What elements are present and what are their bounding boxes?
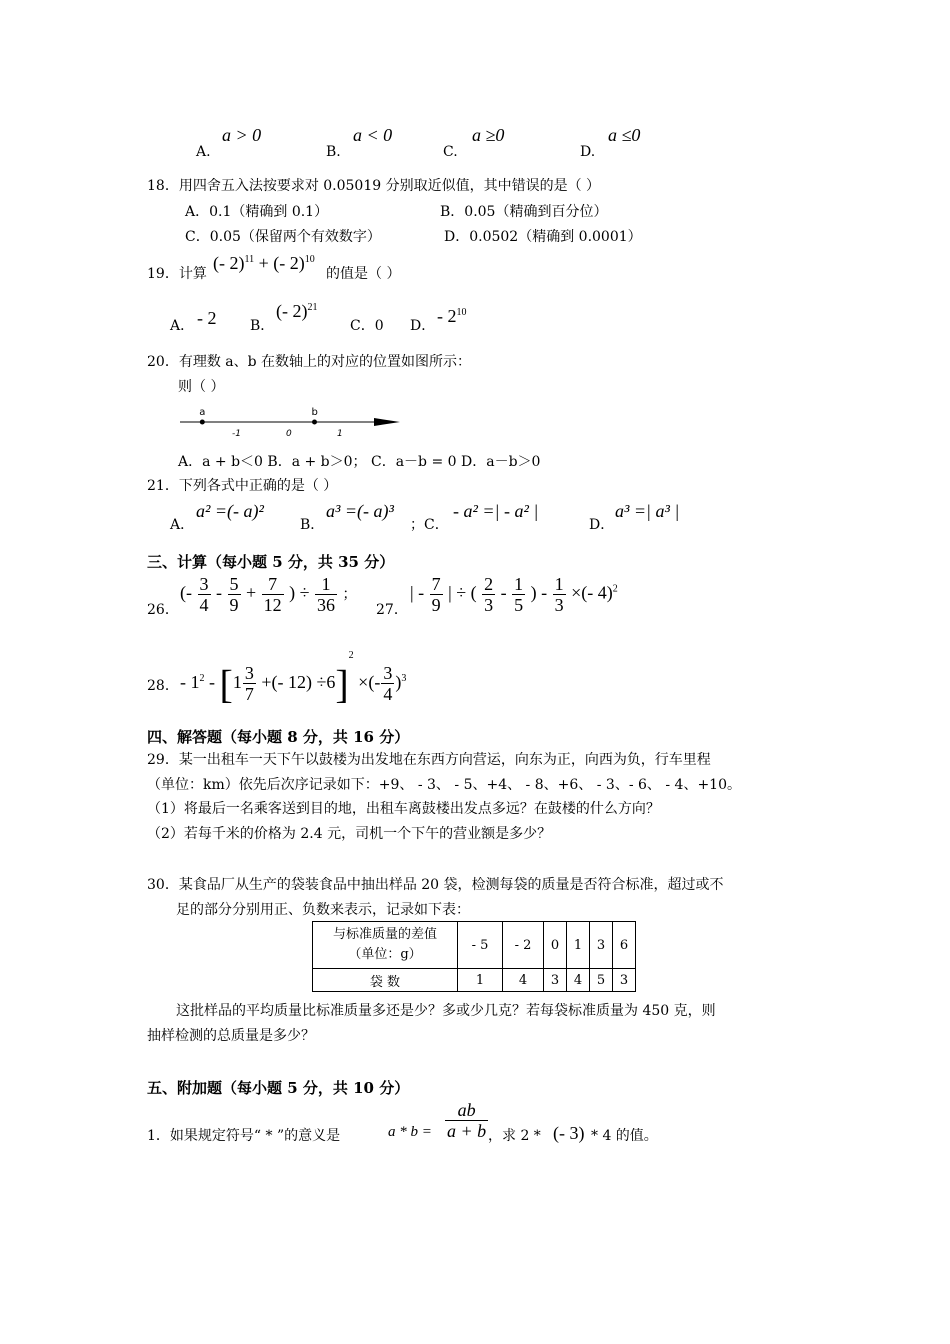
q17-option-a-label: A. <box>196 144 211 160</box>
point-a <box>200 420 205 425</box>
q19-option-a-label: A． <box>170 318 195 334</box>
q28-mid: +(- 12) ÷6 <box>261 672 336 692</box>
q26-frac-2-den: 9 <box>229 595 239 615</box>
q19-option-b-label: B． <box>250 318 275 334</box>
bonus-q1-neg: (- 3) <box>553 1123 585 1143</box>
q18-stem: 18．用四舍五入法按要求对 0.05019 分别取近似值，其中错误的是（ ） <box>147 178 601 194</box>
q21-stem: 21．下列各式中正确的是（ ） <box>147 478 338 494</box>
number-line <box>176 402 404 442</box>
q17-option-c-label: C. <box>443 144 458 160</box>
q28-whole: 1 <box>232 672 242 692</box>
q21-option-b-label: B． <box>300 517 325 533</box>
q27-frac-2-den: 3 <box>484 595 494 615</box>
q27-frac-1 <box>430 574 443 615</box>
tick-label-0: 0 <box>286 429 292 439</box>
q27-exp: 2 <box>612 583 618 595</box>
bonus-q1-denominator: a + b <box>447 1121 487 1141</box>
q17-option-d-label: D. <box>580 144 596 160</box>
q19-option-d-base: - 2 <box>437 306 457 326</box>
table-cell: 1 <box>458 969 503 992</box>
bonus-q1-tail: * 4 的值。 <box>591 1128 658 1144</box>
q21-option-d-label: D． <box>589 517 615 533</box>
q28-close: ) <box>395 672 402 692</box>
q18-option-c: C．0.05（保留两个有效数字） <box>185 229 381 245</box>
table-cell: 4 <box>567 969 590 992</box>
q21-option-b-math: a³ =(- a)³ <box>326 501 394 521</box>
tick-label-minus-1: -1 <box>232 429 241 439</box>
q20-stem: 20．有理数 a、b 在数轴上的对应的位置如图所示： <box>147 354 472 370</box>
q19-option-b-exp: 21 <box>307 302 318 313</box>
section-3-title: 三、计算（每小题 5 分，共 35 分） <box>147 553 395 571</box>
q26-close: ) <box>289 582 296 603</box>
q26-frac-3-num: 7 <box>262 574 284 595</box>
q27-times: ×(- 4) <box>571 582 613 603</box>
q28-frac-1-den: 7 <box>244 684 254 705</box>
q27-minus-2: - <box>541 582 548 603</box>
q19-expression <box>213 253 315 274</box>
table-cell: 3 <box>544 969 567 992</box>
q19-option-b-base: (- 2) <box>276 301 308 321</box>
bonus-q1-numerator: ab <box>445 1100 488 1121</box>
q26-num: 26． <box>147 602 179 618</box>
q21-option-d-math: a³ =| a³ | <box>615 501 680 521</box>
q27-frac-4-num: 1 <box>554 574 564 594</box>
q28-frac-2 <box>381 663 394 704</box>
q28-lead-exp: 2 <box>199 673 205 684</box>
q18-option-b: B．0.05（精确到百分位） <box>440 204 608 220</box>
q19-option-d-exp: 10 <box>456 307 467 318</box>
q26-frac-4-den: 36 <box>317 595 336 615</box>
q17-option-a-math: a > 0 <box>222 125 262 145</box>
q27-frac-4-den: 3 <box>554 595 564 615</box>
q17-option-b-label: B. <box>326 144 341 160</box>
table-cell: 1 <box>567 922 590 969</box>
q19-option-b-math <box>276 301 317 322</box>
table-cell: - 2 <box>503 922 544 969</box>
q19-num: 19．计算 <box>147 266 207 282</box>
q28-exp: 3 <box>401 673 407 684</box>
label-b: b <box>311 407 318 418</box>
table-label-cell: 袋 数 <box>313 969 458 992</box>
q26-frac-1 <box>198 574 211 615</box>
q27-frac-3-num: 1 <box>514 574 524 594</box>
q26-frac-4 <box>315 574 337 615</box>
q26-frac-3-den: 12 <box>263 595 282 615</box>
q19-option-a-math: - 2 <box>197 308 217 328</box>
q27-expression <box>410 574 618 615</box>
q27-frac-2 <box>482 574 495 615</box>
table-cell: - 5 <box>458 922 503 969</box>
table-header-line-2: （单位：g） <box>348 947 422 962</box>
q27-close: ) <box>530 582 537 603</box>
q26-end: ； <box>342 587 357 603</box>
q17-option-d-math: a ≤0 <box>608 125 641 145</box>
q26-frac-1-num: 3 <box>199 574 209 594</box>
q20-options: A．a + b＜0 B．a + b＞0； C．a－b = 0 D．a－b＞0 <box>178 454 541 470</box>
table-row <box>313 922 636 969</box>
section-5-title: 五、附加题（每小题 5 分，共 10 分） <box>147 1079 410 1097</box>
q26-expression <box>180 574 357 615</box>
table-cell: 5 <box>590 969 613 992</box>
q19-option-d-math <box>437 306 467 327</box>
q19-tail: 的值是（ ） <box>326 266 401 282</box>
q26-div: ÷ <box>299 582 310 603</box>
table-header-line-1: 与标准质量的差值 <box>332 927 437 942</box>
q26-frac-4-num: 1 <box>315 574 337 595</box>
table-header-cell <box>313 922 458 969</box>
q26-frac-3 <box>262 574 284 615</box>
q17-option-b-math: a < 0 <box>353 125 393 145</box>
q28-bracket-close: ] <box>335 661 349 707</box>
q28-frac-2-den: 4 <box>383 684 393 705</box>
q26-plus: + <box>246 582 257 603</box>
q19-base1: (- 2) <box>213 253 245 273</box>
table-cell: 4 <box>503 969 544 992</box>
table-cell: 3 <box>590 922 613 969</box>
number-line-arrow <box>374 418 400 426</box>
q19-option-c: C．0 <box>350 318 384 334</box>
q27-abs-close: | <box>448 582 452 603</box>
q27-div: ÷ <box>456 582 467 603</box>
q27-minus-1: - <box>500 582 507 603</box>
q30-line-3: 这批样品的平均质量比标准质量多还是少？多或少几克？若每袋标准质量为 450 克，则 <box>176 1003 716 1019</box>
q27-frac-4 <box>553 574 566 615</box>
q28-bracket-open: [ <box>219 661 233 707</box>
q20-then: 则（ ） <box>178 379 225 395</box>
q18-option-a: A．0.1（精确到 0.1） <box>185 204 329 220</box>
q30-line-2: 足的部分分别用正、负数来表示，记录如下表： <box>176 902 470 918</box>
q26-frac-1-den: 4 <box>199 595 209 615</box>
q28-num: 28． <box>147 678 179 694</box>
q27-abs-open: | - <box>410 582 425 603</box>
q29-sub-1: （1）将最后一名乘客送到目的地，出租车离鼓楼出发点多远？在鼓楼的什么方向？ <box>147 801 660 817</box>
bonus-q1-fraction <box>444 1100 489 1141</box>
bonus-q1-lead: 1．如果规定符号“ * ”的意义是 <box>147 1128 341 1144</box>
q29-line-2: （单位：km）依先后次序记录如下：+9、 - 3、 - 5、+4、 - 8、+6、 - 3、- 6、 - 4、+10。 <box>147 777 741 793</box>
q19-base2: (- 2) <box>273 253 305 273</box>
q19-exp2: 10 <box>304 254 315 265</box>
table-cell: 6 <box>613 922 636 969</box>
q26-open: (- <box>180 582 192 603</box>
q28-bracket-exp: 2 <box>348 650 354 661</box>
q27-frac-1-num: 7 <box>431 574 441 594</box>
q19-option-d-label: D． <box>410 318 436 334</box>
table-row <box>313 969 636 992</box>
q17-option-c-math: a ≥0 <box>472 125 505 145</box>
q27-frac-2-num: 2 <box>484 574 494 594</box>
q21-option-c-label: ；C． <box>410 517 449 533</box>
q28-times: ×(- <box>358 672 381 692</box>
point-b <box>312 420 317 425</box>
section-4-title: 四、解答题（每小题 8 分，共 16 分） <box>147 728 410 746</box>
q29-sub-2: （2）若每千米的价格为 2.4 元，司机一个下午的营业额是多少？ <box>147 826 552 842</box>
q28-frac-2-num: 3 <box>383 663 393 684</box>
q27-frac-1-den: 9 <box>431 595 441 615</box>
q27-num: 27． <box>376 602 408 618</box>
q28-frac-1-num: 3 <box>244 663 254 684</box>
table-cell: 3 <box>613 969 636 992</box>
q19-exp1: 11 <box>244 254 255 265</box>
q27-frac-3 <box>512 574 525 615</box>
q30-line-4: 抽样检测的总质量是多少？ <box>147 1028 315 1044</box>
bonus-q1-lhs: a * b = <box>388 1124 432 1140</box>
bonus-q1-mid: ，求 2 * <box>488 1128 541 1144</box>
table-cell: 0 <box>544 922 567 969</box>
q29-line-1: 29．某一出租车一天下午以鼓楼为出发地在东西方向营运，向东为正，向西为负，行车里程 <box>147 752 711 768</box>
q26-frac-2 <box>228 574 241 615</box>
q18-option-d: D．0.0502（精确到 0.0001） <box>444 229 642 245</box>
q28-minus: - <box>209 672 215 692</box>
q26-minus: - <box>216 582 222 603</box>
q21-option-a-label: A． <box>170 517 195 533</box>
q30-table <box>312 921 636 992</box>
tick-label-1: 1 <box>337 429 343 439</box>
q21-option-c-math: - a² =| - a² | <box>453 501 539 521</box>
q21-option-a-math: a² =(- a)² <box>196 501 264 521</box>
q19-plus: + <box>258 253 269 273</box>
q26-frac-2-num: 5 <box>229 574 239 594</box>
q27-open: ( <box>470 582 477 603</box>
q28-lead: - 1 <box>180 672 200 692</box>
q27-frac-3-den: 5 <box>514 595 524 615</box>
label-a: a <box>199 407 206 418</box>
q28-frac-1 <box>243 663 256 704</box>
q28-expression <box>180 650 406 707</box>
q30-line-1: 30．某食品厂从生产的袋装食品中抽出样品 20 袋，检测每袋的质量是否符合标准，超过或不 <box>147 877 724 893</box>
